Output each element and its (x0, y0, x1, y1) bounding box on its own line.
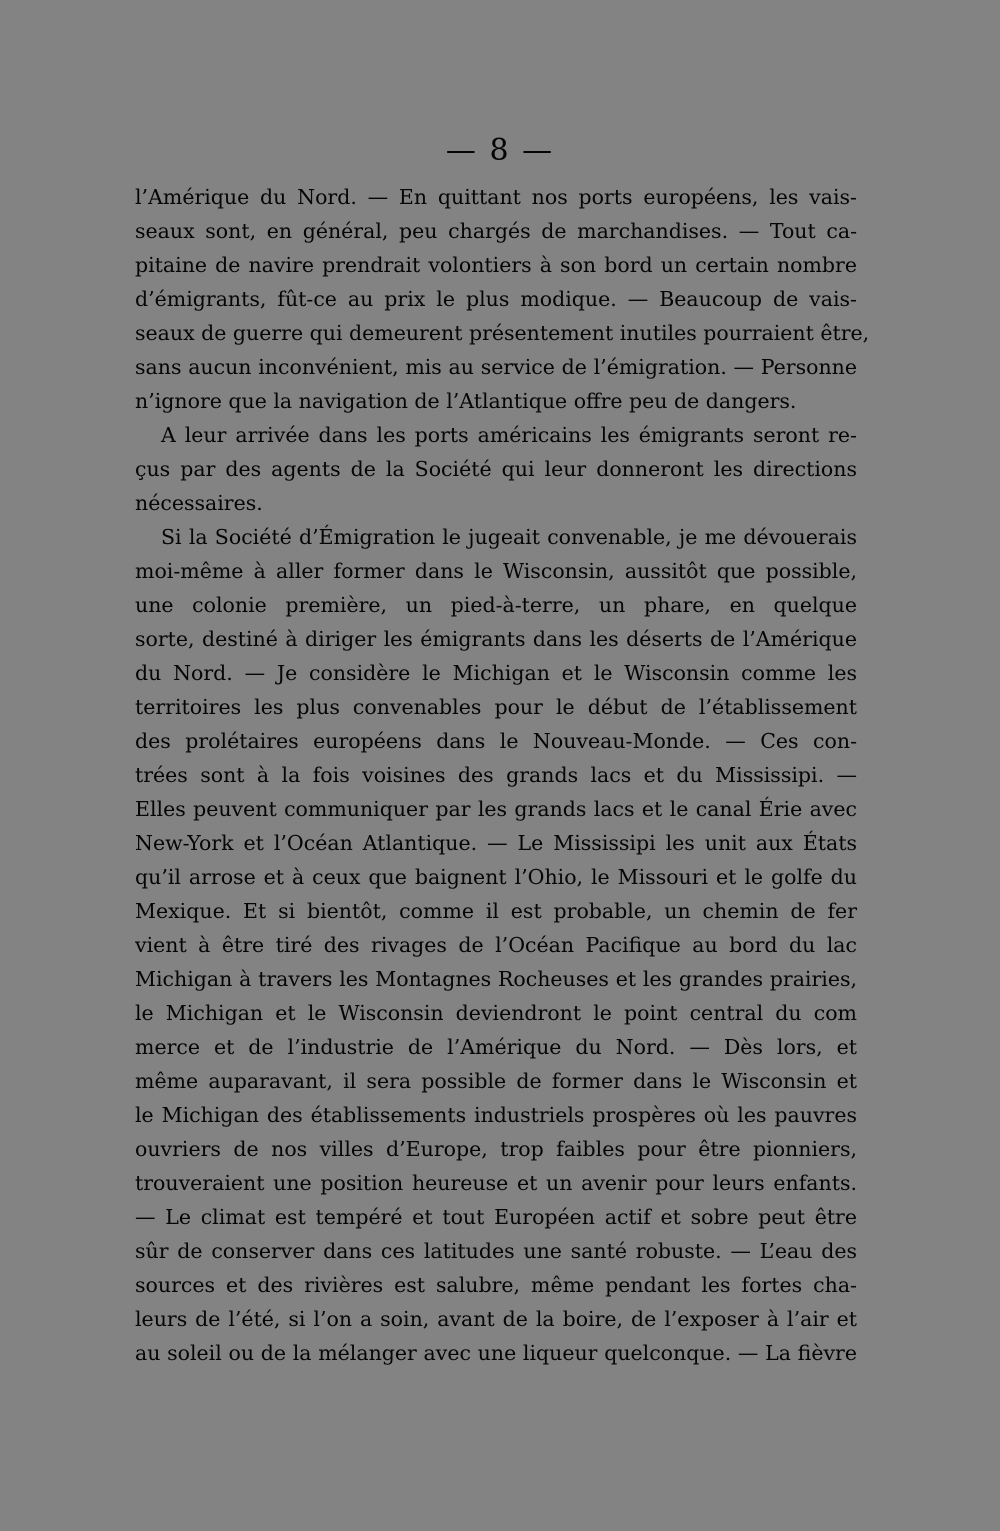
text-line: qu’il arrose et à ceux que baignent l’Ohio, le Missouri et le golfe du (135, 865, 857, 889)
text-line: du Nord. — Je considère le Michigan et le Wisconsin comme les (135, 661, 857, 685)
text-line: sorte, destiné à diriger les émigrants dans les déserts de l’Amérique (135, 627, 857, 651)
body-text (135, 180, 870, 1370)
paragraph (135, 180, 870, 418)
text-line: même auparavant, il sera possible de former dans le Wisconsin et (135, 1069, 857, 1093)
text-line: merce et de l’industrie de l’Amérique du Nord. — Dès lors, et (135, 1035, 857, 1059)
text-line: n’ignore que la navigation de l’Atlantique offre peu de dangers. (135, 389, 797, 413)
paragraph (135, 418, 857, 520)
text-line: pitaine de navire prendrait volontiers à son bord un certain nombre (135, 253, 857, 277)
text-line: Elles peuvent communiquer par les grands lacs et le canal Érie avec (135, 797, 857, 821)
text-line: trouveraient une position heureuse et un avenir pour leurs enfants. (135, 1171, 857, 1195)
text-line: territoires les plus convenables pour le début de l’établissement (135, 695, 857, 719)
text-line: seaux sont, en général, peu chargés de marchandises. — Tout ca- (135, 219, 857, 243)
text-line: moi-même à aller former dans le Wisconsin, aussitôt que possible, (135, 559, 857, 583)
text-line: vient à être tiré des rivages de l’Océan Pacifique au bord du lac (135, 933, 857, 957)
text-line: New-York et l’Océan Atlantique. — Le Mississipi les unit aux États (135, 831, 857, 855)
text-line: ouvriers de nos villes d’Europe, trop faibles pour être pionniers, (135, 1137, 857, 1161)
text-line: Si la Société d’Émigration le jugeait convenable, je me dévouerais (161, 525, 857, 549)
text-line: des prolétaires européens dans le Nouveau-Monde. — Ces con- (135, 729, 857, 753)
text-line: au soleil ou de la mélanger avec une liqueur quelconque. — La fièvre (135, 1341, 857, 1365)
paragraph (135, 520, 857, 1370)
text-line: sans aucun inconvénient, mis au service de l’émigration. — Personne (135, 355, 857, 379)
text-line: trées sont à la fois voisines des grands lacs et du Mississipi. — (135, 763, 857, 787)
text-line: A leur arrivée dans les ports américains les émigrants seront re- (161, 423, 857, 447)
text-line: Mexique. Et si bientôt, comme il est probable, un chemin de fer (135, 899, 857, 923)
text-line: le Michigan des établissements industriels prospères où les pauvres (135, 1103, 857, 1127)
text-line: sûr de conserver dans ces latitudes une santé robuste. — L’eau des (135, 1239, 857, 1263)
text-line: seaux de guerre qui demeurent présentement inutiles pourraient être, (135, 321, 870, 345)
text-line: le Michigan et le Wisconsin deviendront le point central du com (135, 1001, 857, 1025)
text-line: — Le climat est tempéré et tout Européen actif et sobre peut être (135, 1205, 857, 1229)
text-line: l’Amérique du Nord. — En quittant nos ports européens, les vais- (135, 185, 857, 209)
text-line: d’émigrants, fût-ce au prix le plus modique. — Beaucoup de vais- (135, 287, 857, 311)
text-line: sources et des rivières est salubre, même pendant les fortes cha- (135, 1273, 857, 1297)
text-line: une colonie première, un pied-à-terre, un phare, en quelque (135, 593, 857, 617)
text-line: nécessaires. (135, 491, 263, 515)
text-line: leurs de l’été, si l’on a soin, avant de la boire, de l’exposer à l’air et (135, 1307, 857, 1331)
text-line: Michigan à travers les Montagnes Rocheuses et les grandes prairies, (135, 967, 857, 991)
page-number: — 8 — (445, 133, 555, 168)
text-line: çus par des agents de la Société qui leur donneront les directions (135, 457, 857, 481)
